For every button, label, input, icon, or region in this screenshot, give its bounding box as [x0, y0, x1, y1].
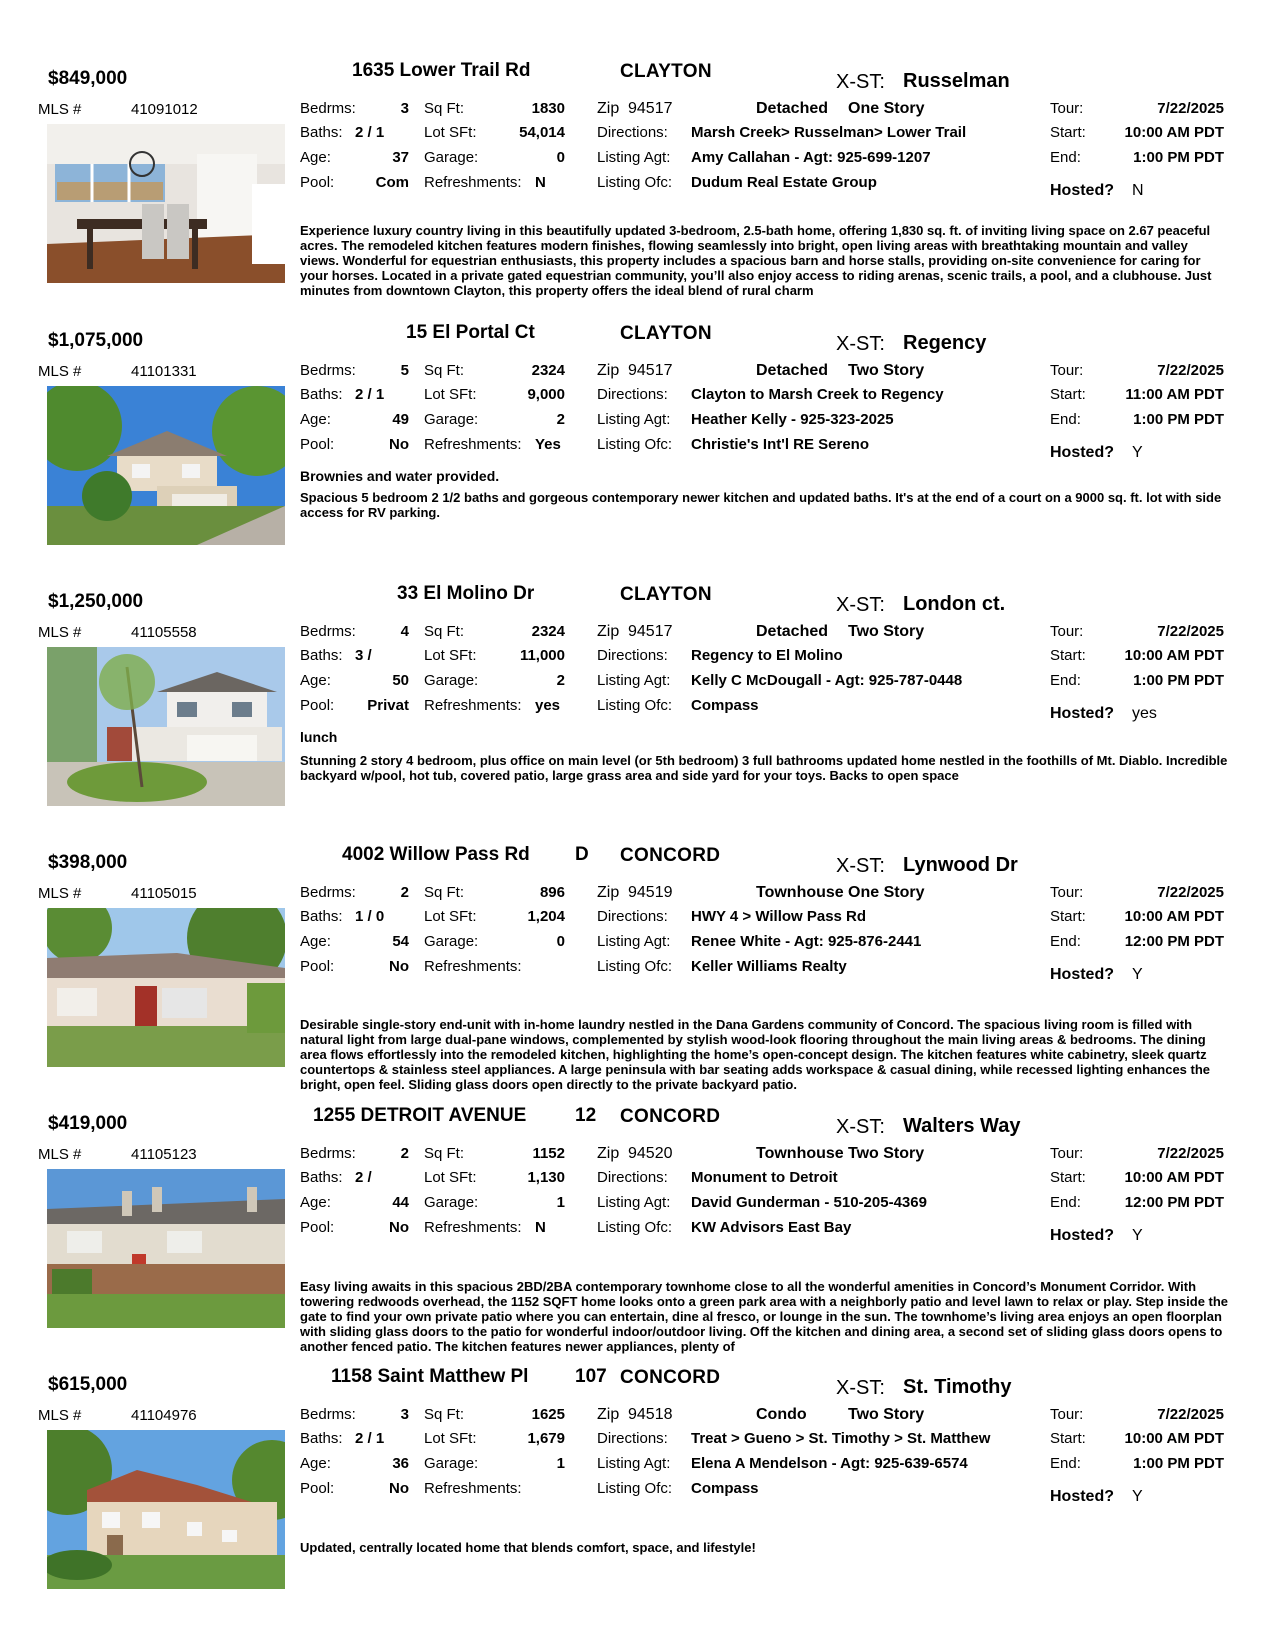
- sqft-value: 1830: [531, 100, 565, 117]
- zip-value: 94517: [628, 623, 673, 640]
- age-label: Age:: [300, 672, 331, 689]
- cross-street-value: London ct.: [903, 593, 1006, 615]
- listing-city: CLAYTON: [620, 323, 712, 344]
- refreshments-label: Refreshments:: [424, 1219, 522, 1236]
- cross-street-label: X-ST:: [836, 855, 885, 877]
- hosted-label: Hosted?: [1050, 705, 1114, 722]
- lot-label: Lot SFt:: [424, 908, 477, 925]
- property-type: Townhouse: [756, 884, 844, 901]
- lot-value: 54,014: [519, 124, 565, 141]
- directions-value: Monument to Detroit: [691, 1169, 838, 1186]
- listing-photo: [47, 1169, 285, 1328]
- listing-remarks: Easy living awaits in this spacious 2BD/2BA contemporary townhome close to all the wonderful amenities in Concord’s Monument Corridor. With towering redwoods overhead, the 1152 SQFT home looks onto a green park area with a neighborly patio and level lawn to relax or play. Step inside the gate to find your own private patio where you can entertain, dine al fresco, or lounge in the sun. The townhome’s living area enjoys an open floorplan with sliding glass doors to the patio for wonderful indoor/outdoor living. Off the kitchen and dining area, a second set of sliding glass doors opens to another fenced patio. The kitchen features newer appliances, plenty of: [300, 1279, 1229, 1354]
- hosted-value: Y: [1132, 1227, 1143, 1244]
- bedrooms-value: 2: [400, 1145, 409, 1162]
- end-time: 1:00 PM PDT: [1133, 411, 1224, 428]
- start-label: Start:: [1050, 908, 1086, 925]
- zip-label: Zip: [597, 100, 620, 117]
- lot-value: 1,130: [527, 1169, 565, 1186]
- listing-office-label: Listing Ofc:: [597, 174, 673, 191]
- listing-city: CONCORD: [620, 845, 721, 866]
- hosted-value: yes: [1132, 705, 1157, 722]
- bedrooms-value: 5: [400, 362, 409, 379]
- mls-label: MLS #: [38, 624, 82, 641]
- listing-city: CLAYTON: [620, 61, 712, 82]
- listing-agent-value: Heather Kelly - 925-323-2025: [691, 411, 894, 428]
- start-time: 11:00 AM PDT: [1125, 386, 1224, 403]
- zip-label: Zip: [597, 1145, 620, 1162]
- listing-remarks: Experience luxury country living in this beautifully updated 3-bedroom, 2.5-bath home, offering 1,830 sq. ft. of inviting living space on 2.67 peaceful acres. The remodeled kitchen features modern finishes, flowing seamlessly into bright, open living areas with breathtaking mountain and valley views. Wonderful for equestrian enthusiasts, this property includes a spacious barn and horse stalls, providing on-site convenience for caring for your horses. Located in a private gated equestrian community, you’ll also enjoy access to riding arenas, scenic trails, a pool, and a clubhouse. Just minutes from downtown Clayton, this property offers the ideal blend of rural charm: [300, 223, 1212, 298]
- sqft-value: 1152: [532, 1145, 565, 1162]
- listing-agent-value: David Gunderman - 510-205-4369: [691, 1194, 927, 1211]
- age-label: Age:: [300, 1194, 331, 1211]
- listing-photo: [47, 647, 285, 806]
- hosted-label: Hosted?: [1050, 1488, 1114, 1505]
- age-label: Age:: [300, 933, 331, 950]
- listing-unit: D: [575, 844, 589, 865]
- tour-label: Tour:: [1050, 1145, 1084, 1162]
- start-time: 10:00 AM PDT: [1124, 124, 1224, 141]
- baths-value: 2 / 1: [355, 1430, 385, 1447]
- property-stories: One Story: [848, 884, 925, 901]
- garage-label: Garage:: [424, 1194, 479, 1211]
- mls-number: 41101331: [131, 363, 197, 380]
- lot-value: 1,679: [527, 1430, 565, 1447]
- bedrooms-label: Bedrms:: [300, 1145, 356, 1162]
- listing-photo: [47, 386, 285, 545]
- end-label: End:: [1050, 1194, 1081, 1211]
- listing-photo: [47, 908, 285, 1067]
- lot-label: Lot SFt:: [424, 1430, 477, 1447]
- listing-agent-label: Listing Agt:: [597, 1455, 671, 1472]
- sqft-label: Sq Ft:: [424, 884, 465, 901]
- listing-office-label: Listing Ofc:: [597, 1480, 673, 1497]
- sqft-value: 2324: [531, 623, 565, 640]
- bedrooms-label: Bedrms:: [300, 884, 356, 901]
- property-stories: One Story: [848, 100, 925, 117]
- listing-photo: [47, 124, 285, 283]
- listing-address: 33 El Molino Dr: [397, 583, 535, 604]
- listing-agent-value: Kelly C McDougall - Agt: 925-787-0448: [691, 672, 963, 689]
- lot-label: Lot SFt:: [424, 647, 477, 664]
- end-label: End:: [1050, 1455, 1081, 1472]
- directions-label: Directions:: [597, 1169, 668, 1186]
- listing-photo: [47, 1430, 285, 1589]
- bedrooms-value: 2: [400, 884, 409, 901]
- cross-street-value: Walters Way: [903, 1115, 1021, 1137]
- pool-value: No: [389, 1219, 409, 1236]
- hosted-value: Y: [1132, 444, 1143, 461]
- cross-street-label: X-ST:: [836, 333, 885, 355]
- listing-price: $615,000: [48, 1374, 128, 1395]
- end-label: End:: [1050, 933, 1081, 950]
- baths-value: 1 / 0: [355, 908, 385, 925]
- listing-agent-value: Renee White - Agt: 925-876-2441: [691, 933, 922, 950]
- directions-value: Clayton to Marsh Creek to Regency: [691, 386, 944, 403]
- start-label: Start:: [1050, 386, 1086, 403]
- garage-value: 0: [556, 149, 565, 166]
- listing-agent-label: Listing Agt:: [597, 933, 671, 950]
- pool-label: Pool:: [300, 1219, 335, 1236]
- listing-agent-value: Amy Callahan - Agt: 925-699-1207: [691, 149, 931, 166]
- end-time: 1:00 PM PDT: [1133, 1455, 1224, 1472]
- pool-label: Pool:: [300, 1480, 335, 1497]
- start-time: 10:00 AM PDT: [1124, 1169, 1224, 1186]
- sqft-label: Sq Ft:: [424, 1145, 465, 1162]
- pool-label: Pool:: [300, 697, 335, 714]
- zip-label: Zip: [597, 1406, 620, 1423]
- zip-label: Zip: [597, 362, 620, 379]
- start-label: Start:: [1050, 1430, 1086, 1447]
- listing-agent-label: Listing Agt:: [597, 1194, 671, 1211]
- refreshments-value: N: [535, 1219, 546, 1236]
- end-time: 12:00 PM PDT: [1124, 933, 1224, 950]
- cross-street-label: X-ST:: [836, 1377, 885, 1399]
- tour-label: Tour:: [1050, 1406, 1084, 1423]
- garage-value: 2: [556, 411, 565, 428]
- sqft-label: Sq Ft:: [424, 1406, 465, 1423]
- listing-card: [0, 842, 1275, 1104]
- tour-date: 7/22/2025: [1157, 623, 1224, 640]
- cross-street-value: Russelman: [903, 70, 1010, 92]
- property-stories: Two Story: [848, 1145, 925, 1162]
- garage-label: Garage:: [424, 1455, 479, 1472]
- sqft-label: Sq Ft:: [424, 362, 465, 379]
- tour-date: 7/22/2025: [1157, 1406, 1224, 1423]
- listing-price: $398,000: [48, 852, 128, 873]
- listing-unit: 12: [575, 1105, 597, 1126]
- listing-agent-value: Elena A Mendelson - Agt: 925-639-6574: [691, 1455, 968, 1472]
- mls-label: MLS #: [38, 1407, 82, 1424]
- mls-number: 41104976: [131, 1407, 197, 1424]
- lot-label: Lot SFt:: [424, 124, 477, 141]
- directions-value: Marsh Creek> Russelman> Lower Trail: [691, 124, 967, 141]
- listing-note: Brownies and water provided.: [300, 468, 500, 484]
- garage-label: Garage:: [424, 411, 479, 428]
- sqft-label: Sq Ft:: [424, 623, 465, 640]
- directions-value: Regency to El Molino: [691, 647, 843, 664]
- zip-value: 94518: [628, 1406, 673, 1423]
- listing-unit: 107: [575, 1366, 607, 1387]
- directions-value: HWY 4 > Willow Pass Rd: [691, 908, 867, 925]
- tour-date: 7/22/2025: [1157, 884, 1224, 901]
- listing-office-label: Listing Ofc:: [597, 958, 673, 975]
- pool-label: Pool:: [300, 436, 335, 453]
- property-type: Townhouse: [756, 1145, 844, 1162]
- listing-office-value: Christie's Int'l RE Sereno: [691, 436, 870, 453]
- directions-label: Directions:: [597, 908, 668, 925]
- age-label: Age:: [300, 149, 331, 166]
- age-value: 37: [392, 149, 409, 166]
- listing-address: 15 El Portal Ct: [406, 322, 535, 343]
- listing-price: $1,075,000: [48, 330, 144, 351]
- directions-label: Directions:: [597, 1430, 668, 1447]
- start-label: Start:: [1050, 647, 1086, 664]
- zip-value: 94520: [628, 1145, 673, 1162]
- pool-value: No: [389, 1480, 409, 1497]
- baths-value: 2 / 1: [355, 386, 385, 403]
- garage-label: Garage:: [424, 933, 479, 950]
- bedrooms-label: Bedrms:: [300, 1406, 356, 1423]
- garage-value: 0: [556, 933, 565, 950]
- age-value: 36: [392, 1455, 409, 1472]
- refreshments-label: Refreshments:: [424, 697, 522, 714]
- zip-value: 94517: [628, 100, 673, 117]
- listing-agent-label: Listing Agt:: [597, 411, 671, 428]
- listing-price: $419,000: [48, 1113, 128, 1134]
- garage-value: 2: [556, 672, 565, 689]
- listing-remarks: Spacious 5 bedroom 2 1/2 baths and gorgeous contemporary newer kitchen and updated baths. It's at the end of a court on a 9000 sq. ft. lot with side access for RV parking.: [300, 490, 1222, 520]
- refreshments-value: yes: [535, 697, 561, 714]
- age-label: Age:: [300, 1455, 331, 1472]
- sqft-value: 2324: [531, 362, 565, 379]
- pool-label: Pool:: [300, 174, 335, 191]
- pool-value: No: [389, 958, 409, 975]
- listing-card: [0, 581, 1275, 843]
- cross-street-label: X-ST:: [836, 1116, 885, 1138]
- age-value: 54: [392, 933, 409, 950]
- directions-label: Directions:: [597, 647, 668, 664]
- bedrooms-label: Bedrms:: [300, 100, 356, 117]
- baths-value: 2 / 1: [355, 124, 385, 141]
- start-time: 10:00 AM PDT: [1124, 908, 1224, 925]
- listing-card: [0, 1103, 1275, 1365]
- tour-date: 7/22/2025: [1157, 362, 1224, 379]
- bedrooms-label: Bedrms:: [300, 362, 356, 379]
- listing-card: [0, 1364, 1275, 1626]
- listing-remarks: Updated, centrally located home that blends comfort, space, and lifestyle!: [300, 1540, 756, 1555]
- mls-number: 41105123: [131, 1146, 197, 1163]
- cross-street-value: St. Timothy: [903, 1376, 1012, 1398]
- pool-value: No: [389, 436, 409, 453]
- listing-office-value: Compass: [691, 697, 759, 714]
- cross-street-value: Lynwood Dr: [903, 854, 1018, 876]
- mls-label: MLS #: [38, 1146, 82, 1163]
- listing-office-label: Listing Ofc:: [597, 436, 673, 453]
- pool-value: Com: [375, 174, 409, 191]
- listing-agent-label: Listing Agt:: [597, 149, 671, 166]
- hosted-value: Y: [1132, 1488, 1143, 1505]
- bedrooms-value: 3: [400, 100, 409, 117]
- lot-value: 1,204: [527, 908, 565, 925]
- start-time: 10:00 AM PDT: [1124, 1430, 1224, 1447]
- baths-label: Baths:: [300, 1430, 343, 1447]
- listing-office-value: KW Advisors East Bay: [691, 1219, 852, 1236]
- end-time: 1:00 PM PDT: [1133, 149, 1224, 166]
- listing-city: CONCORD: [620, 1367, 721, 1388]
- tour-date: 7/22/2025: [1157, 100, 1224, 117]
- sqft-value: 1625: [531, 1406, 565, 1423]
- mls-number: 41091012: [131, 101, 198, 118]
- start-time: 10:00 AM PDT: [1124, 647, 1224, 664]
- listing-agent-label: Listing Agt:: [597, 672, 671, 689]
- zip-value: 94519: [628, 884, 673, 901]
- listing-price: $849,000: [48, 68, 128, 89]
- listing-remarks: Desirable single-story end-unit with in-home laundry nestled in the Dana Gardens community of Concord. The spacious living room is filled with natural light from large dual-pane windows, complemented by stylish wood-look flooring throughout the main living areas & bedrooms. The dining area flows effortlessly into the remodeled kitchen, highlighting the home’s open-concept design. The kitchen features white cabinetry, sleek quartz countertops & stainless steel appliances. A large peninsula with bar seating adds workspace & casual dining, while recessed lighting enhances the bright, open feel. Sliding glass doors open directly to the private backyard patio.: [300, 1017, 1211, 1092]
- directions-label: Directions:: [597, 124, 668, 141]
- zip-value: 94517: [628, 362, 673, 379]
- property-stories: Two Story: [848, 362, 925, 379]
- listing-address: 1635 Lower Trail Rd: [352, 60, 531, 81]
- mls-label: MLS #: [38, 363, 82, 380]
- refreshments-label: Refreshments:: [424, 174, 522, 191]
- age-value: 50: [392, 672, 409, 689]
- directions-value: Treat > Gueno > St. Timothy > St. Matthew: [691, 1430, 991, 1447]
- cross-street-value: Regency: [903, 332, 987, 354]
- end-label: End:: [1050, 149, 1081, 166]
- lot-value: 11,000: [519, 647, 565, 664]
- start-label: Start:: [1050, 124, 1086, 141]
- listing-office-value: Dudum Real Estate Group: [691, 174, 877, 191]
- sqft-label: Sq Ft:: [424, 100, 465, 117]
- age-value: 44: [392, 1194, 409, 1211]
- property-stories: Two Story: [848, 623, 925, 640]
- baths-label: Baths:: [300, 908, 343, 925]
- baths-label: Baths:: [300, 386, 343, 403]
- property-type: Detached: [756, 100, 829, 117]
- refreshments-label: Refreshments:: [424, 958, 522, 975]
- mls-number: 41105015: [131, 885, 197, 902]
- listing-office-label: Listing Ofc:: [597, 1219, 673, 1236]
- end-time: 1:00 PM PDT: [1133, 672, 1224, 689]
- listing-address: 4002 Willow Pass Rd: [342, 844, 530, 865]
- mls-label: MLS #: [38, 101, 82, 118]
- garage-value: 1: [556, 1194, 565, 1211]
- end-label: End:: [1050, 411, 1081, 428]
- property-stories: Two Story: [848, 1406, 925, 1423]
- end-label: End:: [1050, 672, 1081, 689]
- bedrooms-label: Bedrms:: [300, 623, 356, 640]
- property-type: Detached: [756, 623, 829, 640]
- listing-card: [0, 58, 1275, 320]
- garage-value: 1: [556, 1455, 565, 1472]
- end-time: 12:00 PM PDT: [1124, 1194, 1224, 1211]
- listing-price: $1,250,000: [48, 591, 144, 612]
- garage-label: Garage:: [424, 672, 479, 689]
- directions-label: Directions:: [597, 386, 668, 403]
- age-value: 49: [392, 411, 409, 428]
- bedrooms-value: 4: [400, 623, 409, 640]
- tour-label: Tour:: [1050, 623, 1084, 640]
- baths-label: Baths:: [300, 124, 343, 141]
- pool-label: Pool:: [300, 958, 335, 975]
- listing-address: 1158 Saint Matthew Pl: [331, 1366, 529, 1387]
- refreshments-label: Refreshments:: [424, 436, 522, 453]
- mls-label: MLS #: [38, 885, 82, 902]
- age-label: Age:: [300, 411, 331, 428]
- start-label: Start:: [1050, 1169, 1086, 1186]
- lot-label: Lot SFt:: [424, 1169, 477, 1186]
- listing-office-label: Listing Ofc:: [597, 697, 673, 714]
- listing-office-value: Compass: [691, 1480, 759, 1497]
- baths-label: Baths:: [300, 1169, 343, 1186]
- refreshments-label: Refreshments:: [424, 1480, 522, 1497]
- listing-city: CONCORD: [620, 1106, 721, 1127]
- tour-label: Tour:: [1050, 362, 1084, 379]
- listing-note: lunch: [300, 729, 338, 745]
- tour-label: Tour:: [1050, 100, 1084, 117]
- listing-remarks: Stunning 2 story 4 bedroom, plus office on main level (or 5th bedroom) 3 full bathrooms updated home nestled in the foothills of Mt. Diablo. Incredible backyard w/pool, hot tub, covered patio, large grass area and side yard for your toys. Backs to open space: [300, 753, 1228, 783]
- property-type: Condo: [756, 1406, 807, 1423]
- listing-office-value: Keller Williams Realty: [691, 958, 847, 975]
- garage-label: Garage:: [424, 149, 479, 166]
- cross-street-label: X-ST:: [836, 71, 885, 93]
- hosted-value: Y: [1132, 966, 1143, 983]
- listing-address: 1255 DETROIT AVENUE: [313, 1105, 527, 1126]
- zip-label: Zip: [597, 623, 620, 640]
- hosted-label: Hosted?: [1050, 1227, 1114, 1244]
- listing-card: [0, 320, 1275, 582]
- hosted-label: Hosted?: [1050, 182, 1114, 199]
- refreshments-value: Yes: [535, 436, 561, 453]
- baths-label: Baths:: [300, 647, 343, 664]
- baths-value: 2 /: [355, 1169, 372, 1186]
- hosted-label: Hosted?: [1050, 966, 1114, 983]
- listing-city: CLAYTON: [620, 584, 712, 605]
- bedrooms-value: 3: [400, 1406, 409, 1423]
- tour-date: 7/22/2025: [1157, 1145, 1224, 1162]
- zip-label: Zip: [597, 884, 620, 901]
- sqft-value: 896: [539, 884, 565, 901]
- lot-value: 9,000: [527, 386, 565, 403]
- lot-label: Lot SFt:: [424, 386, 477, 403]
- mls-number: 41105558: [131, 624, 197, 641]
- baths-value: 3 /: [355, 647, 372, 664]
- hosted-value: N: [1132, 182, 1144, 199]
- tour-label: Tour:: [1050, 884, 1084, 901]
- hosted-label: Hosted?: [1050, 444, 1114, 461]
- cross-street-label: X-ST:: [836, 594, 885, 616]
- property-type: Detached: [756, 362, 829, 379]
- refreshments-value: N: [535, 174, 546, 191]
- pool-value: Privat: [367, 697, 409, 714]
